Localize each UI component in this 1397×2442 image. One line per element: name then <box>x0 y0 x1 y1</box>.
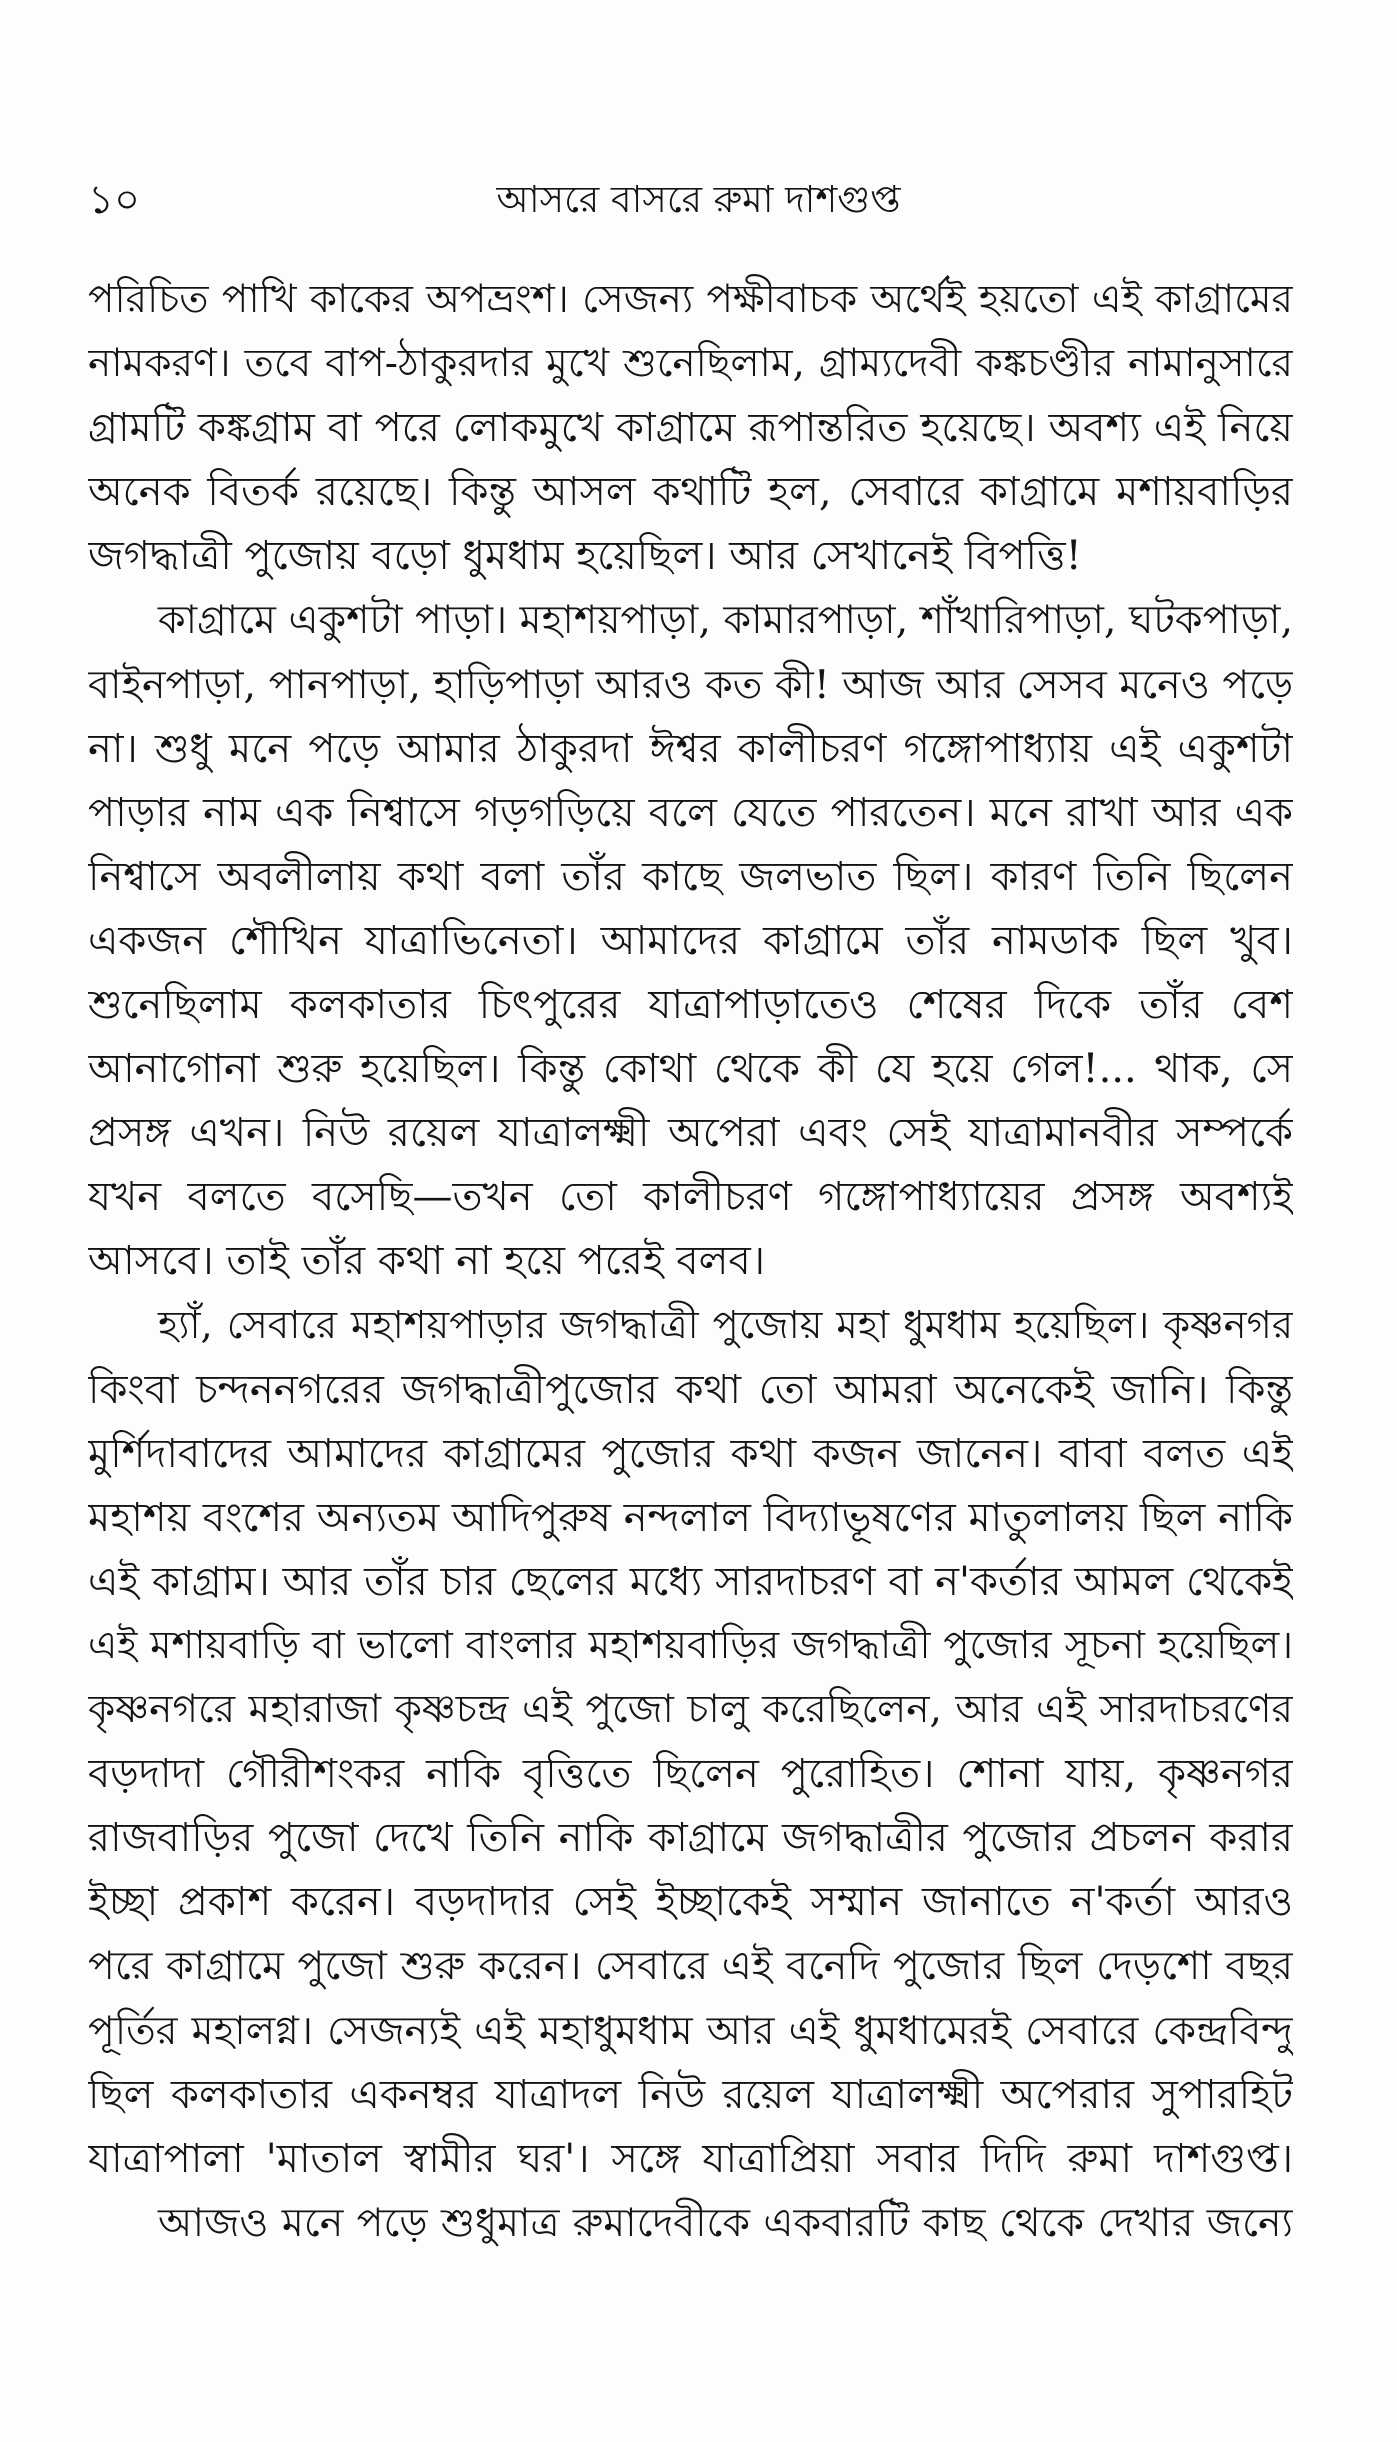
body-text <box>88 268 1293 2255</box>
text-line: এই মশায়বাড়ি বা ভালো বাংলার মহাশয়বাড়ির জগদ্ধাত্রী পুজোর সূচনা হয়েছিল। <box>88 1622 1293 1668</box>
text-line: পাড়ার নাম এক নিশ্বাসে গড়গড়িয়ে বলে যেতে পারতেন। মনে রাখা আর এক <box>88 789 1293 836</box>
text-line: কিংবা চন্দননগরের জগদ্ধাত্রীপুজোর কথা তো আমরা অনেকেই জানি। কিন্তু <box>88 1366 1293 1413</box>
text-line: পরিচিত পাখি কাকের অপভ্রংশ। সেজন্য পক্ষীবাচক অর্থেই হয়তো এই কাগ্রামের <box>88 277 1293 322</box>
text-line: গ্রামটি কঙ্কগ্রাম বা পরে লোকমুখে কাগ্রামে রূপান্তরিত হয়েছে। অবশ্য এই নিয়ে <box>88 405 1293 452</box>
text-line: পরে কাগ্রামে পুজো শুরু করেন। সেবারে এই বনেদি পুজোর ছিল দেড়শো বছর <box>88 1943 1293 1990</box>
text-line: নিশ্বাসে অবলীলায় কথা বলা তাঁর কাছে জলভাত ছিল। কারণ তিনি ছিলেন <box>88 853 1293 900</box>
text-line: মুর্শিদাবাদের আমাদের কাগ্রামের পুজোর কথা কজন জানেন। বাবা বলত এই <box>88 1430 1293 1477</box>
running-head: আসরে বাসরে রুমা দাশগুপ্ত <box>496 178 901 221</box>
text-line: প্রসঙ্গ এখন। নিউ রয়েল যাত্রালক্ষ্মী অপেরা এবং সেই যাত্রামানবীর সম্পর্কে <box>88 1110 1293 1157</box>
text-line: পূর্তির মহালগ্ন। সেজন্যই এই মহাধুমধাম আর এই ধুমধামেরই সেবারে কেন্দ্রবিন্দু <box>88 2007 1293 2054</box>
text-line: অনেক বিতর্ক রয়েছে। কিন্তু আসল কথাটি হল, সেবারে কাগ্রামে মশায়বাড়ির <box>88 469 1293 516</box>
text-line: যাত্রাপালা 'মাতাল স্বামীর ঘর'। সঙ্গে যাত্রাপ্রিয়া সবার দিদি রুমা দাশগুপ্ত। <box>88 2135 1293 2182</box>
text-line: কাগ্রামে একুশটা পাড়া। মহাশয়পাড়া, কামারপাড়া, শাঁখারিপাড়া, ঘটকপাড়া, <box>158 597 1293 644</box>
text-line: যখন বলতে বসেছি—তখন তো কালীচরণ গঙ্গোপাধ্যায়ের প্রসঙ্গ অবশ্যই <box>88 1174 1293 1221</box>
text-line: না। শুধু মনে পড়ে আমার ঠাকুরদা ঈশ্বর কালীচরণ গঙ্গোপাধ্যায় এই একুশটা <box>88 725 1293 772</box>
text-line: ইচ্ছা প্রকাশ করেন। বড়দাদার সেই ইচ্ছাকেই সম্মান জানাতে ন'কর্তা আরও <box>88 1879 1293 1926</box>
text-line: রাজবাড়ির পুজো দেখে তিনি নাকি কাগ্রামে জগদ্ধাত্রীর পুজোর প্রচলন করার <box>88 1815 1293 1862</box>
text-line: জগদ্ধাত্রী পুজোয় বড়ো ধুমধাম হয়েছিল। আর সেখানেই বিপত্তি! <box>88 533 1082 580</box>
text-line: এই কাগ্রাম। আর তাঁর চার ছেলের মধ্যে সারদাচরণ বা ন'কর্তার আমল থেকেই <box>88 1558 1293 1605</box>
text-line: বড়দাদা গৌরীশংকর নাকি বৃত্তিতে ছিলেন পুরোহিত। শোনা যায়, কৃষ্ণনগর <box>88 1751 1293 1798</box>
text-line: বাইনপাড়া, পানপাড়া, হাড়িপাড়া আরও কত কী! আজ আর সেসব মনেও পড়ে <box>88 661 1293 708</box>
page-header <box>0 170 1397 230</box>
text-line: শুনেছিলাম কলকাতার চিৎপুরের যাত্রাপাড়াতেও শেষের দিকে তাঁর বেশ <box>88 982 1293 1029</box>
text-line: ছিল কলকাতার একনম্বর যাত্রাদল নিউ রয়েল যাত্রালক্ষ্মী অপেরার সুপারহিট <box>88 2071 1293 2118</box>
page-number: ১০ <box>88 177 140 223</box>
text-line: হ্যাঁ, সেবারে মহাশয়পাড়ার জগদ্ধাত্রী পুজোয় মহা ধুমধাম হয়েছিল। কৃষ্ণনগর <box>158 1302 1293 1348</box>
text-line: মহাশয় বংশের অন্যতম আদিপুরুষ নন্দলাল বিদ্যাভূষণের মাতুলালয় ছিল নাকি <box>88 1494 1293 1541</box>
text-line: একজন শৌখিন যাত্রাভিনেতা। আমাদের কাগ্রামে তাঁর নামডাক ছিল খুব। <box>88 917 1293 964</box>
text-line: আনাগোনা শুরু হয়েছিল। কিন্তু কোথা থেকে কী যে হয়ে গেল!... থাক, সে <box>88 1046 1293 1093</box>
text-line: আসবে। তাই তাঁর কথা না হয়ে পরেই বলব। <box>88 1238 766 1285</box>
text-line: আজও মনে পড়ে শুধুমাত্র রুমাদেবীকে একবারটি কাছ থেকে দেখার জন্যে <box>158 2199 1293 2246</box>
text-line: নামকরণ। তবে বাপ-ঠাকুরদার মুখে শুনেছিলাম, গ্রাম্যদেবী কঙ্কচণ্ডীর নামানুসারে <box>88 341 1293 387</box>
text-line: কৃষ্ণনগরে মহারাজা কৃষ্ণচন্দ্র এই পুজো চালু করেছিলেন, আর এই সারদাচরণের <box>88 1687 1293 1733</box>
